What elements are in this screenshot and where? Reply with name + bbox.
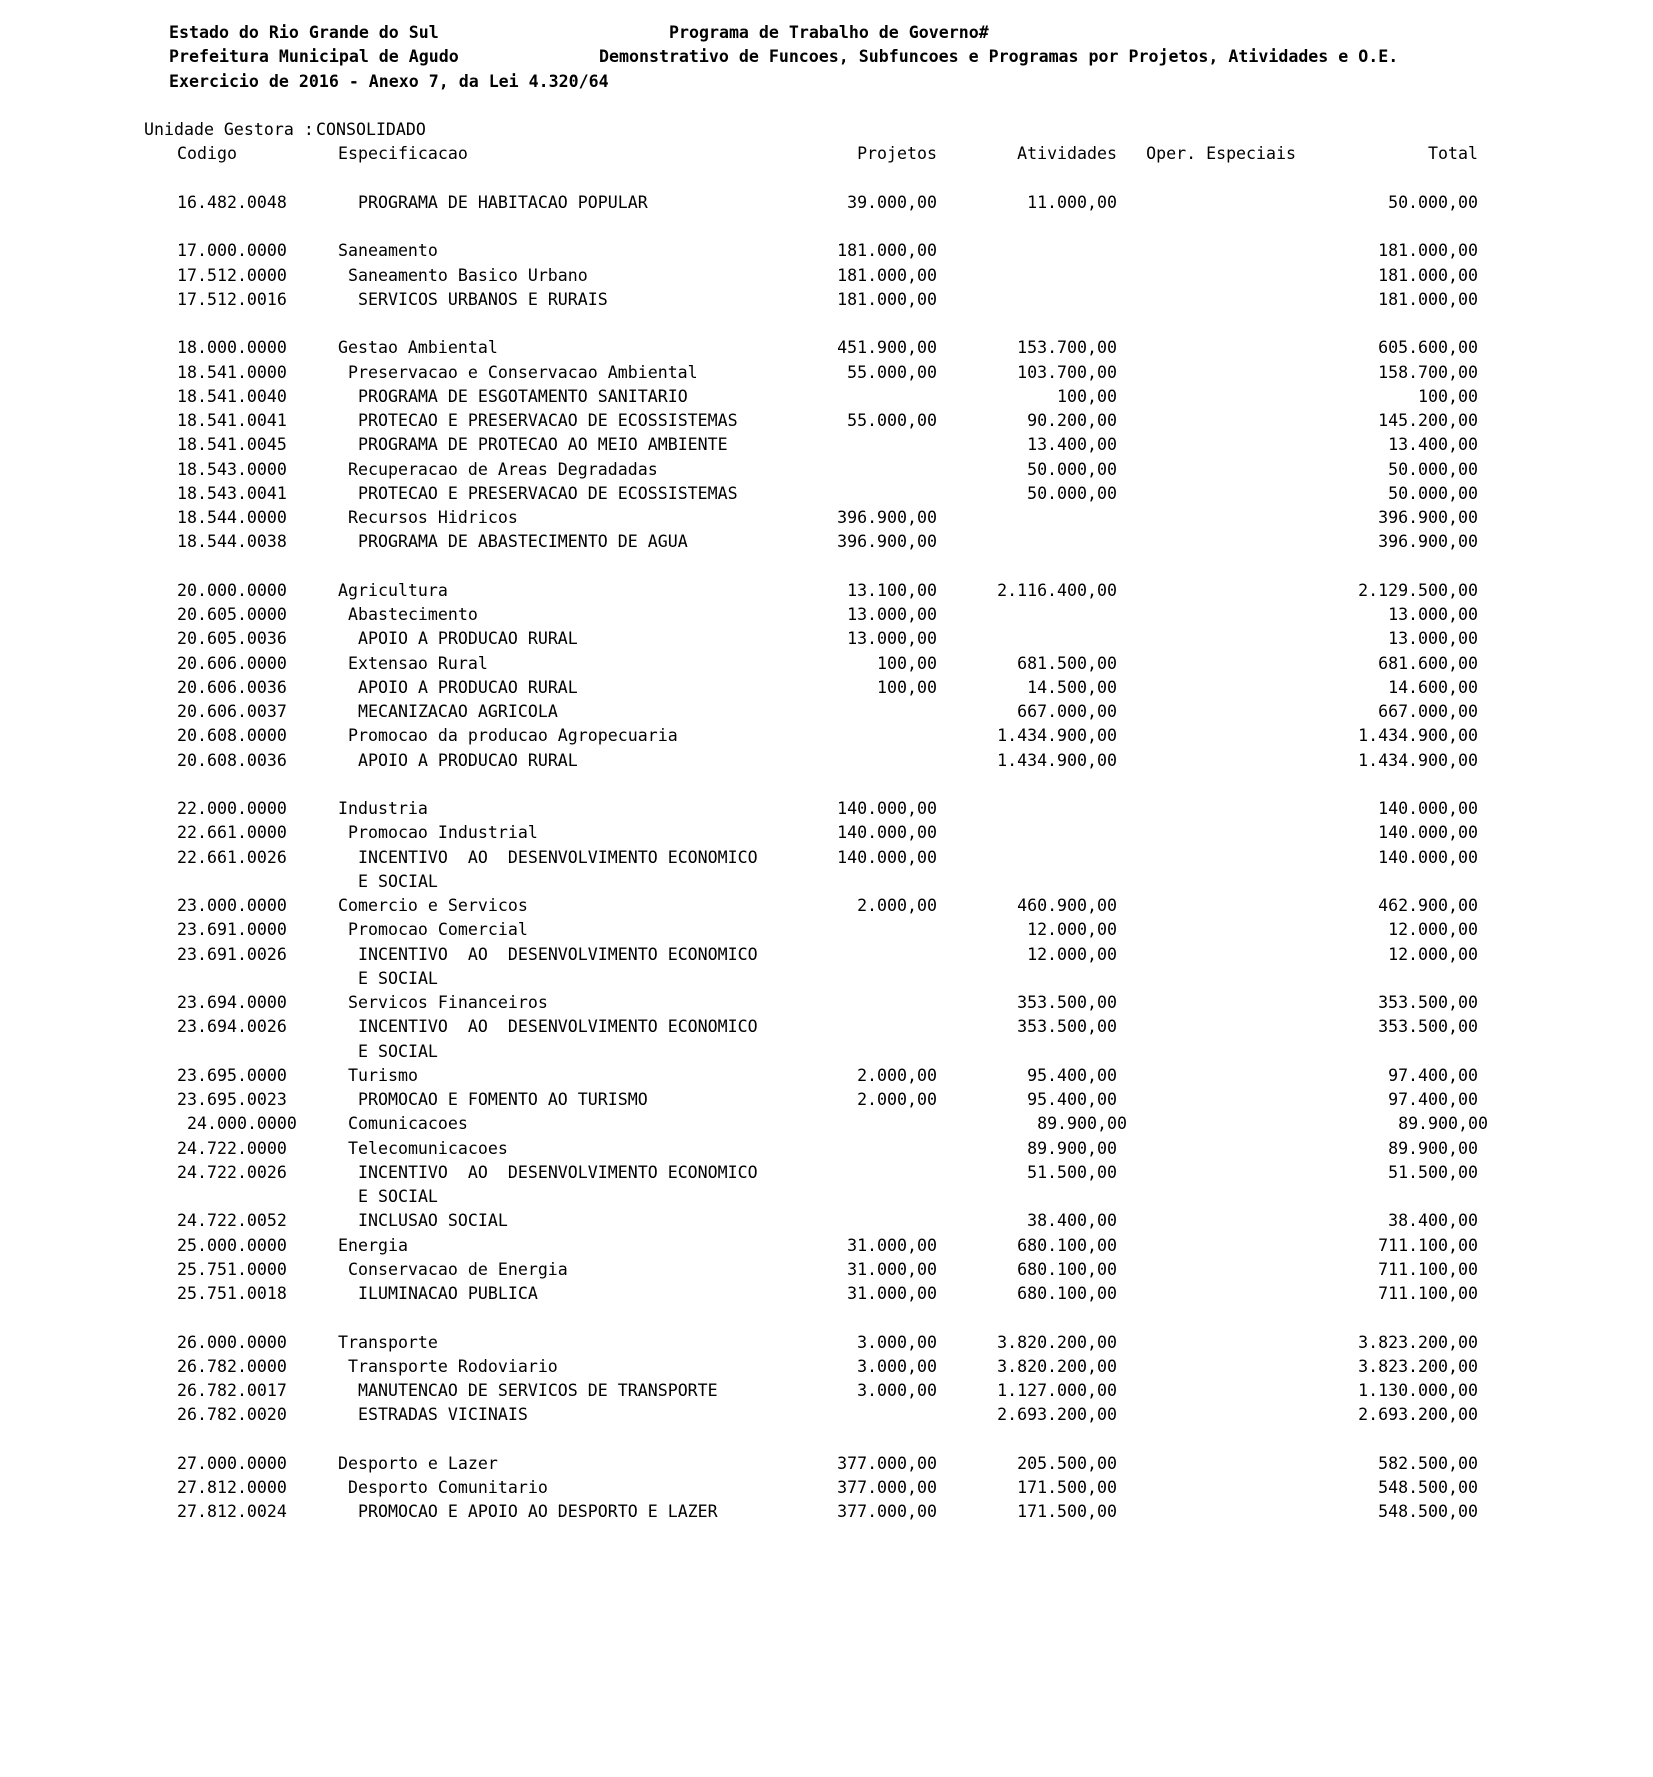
codigo-cell: 20.000.0000 bbox=[177, 580, 287, 600]
table-row bbox=[0, 1209, 1653, 1233]
atividades-cell: 90.200,00 bbox=[1027, 411, 1117, 430]
atividades-cell: 171.500,00 bbox=[1017, 1478, 1117, 1497]
atividades-cell: 95.400,00 bbox=[1027, 1090, 1117, 1109]
total-cell: 1.130.000,00 bbox=[1358, 1381, 1478, 1400]
spacer-line bbox=[0, 1306, 1653, 1330]
projetos-cell: 3.000,00 bbox=[857, 1332, 937, 1352]
especificacao-cell: APOIO A PRODUCAO RURAL bbox=[358, 629, 578, 649]
total-cell: 140.000,00 bbox=[1378, 799, 1478, 818]
total-cell: 12.000,00 bbox=[1388, 944, 1478, 964]
codigo-cell: 17.512.0000 bbox=[177, 265, 287, 285]
codigo-cell: 23.000.0000 bbox=[177, 896, 287, 915]
codigo-cell: 18.541.0000 bbox=[177, 362, 287, 382]
report-subtitle: Demonstrativo de Funcoes, Subfuncoes e Programas por Projetos, Atividades e O.E. bbox=[599, 47, 1399, 67]
table-row bbox=[0, 821, 1653, 845]
codigo-cell: 16.482.0048 bbox=[177, 192, 287, 212]
table-row bbox=[0, 361, 1653, 385]
atividades-cell: 3.820.200,00 bbox=[997, 1332, 1117, 1352]
total-cell: 353.500,00 bbox=[1378, 993, 1478, 1012]
total-cell: 1.434.900,00 bbox=[1358, 750, 1478, 770]
especificacao-cell: Transporte bbox=[338, 1332, 438, 1352]
codigo-cell: 23.695.0000 bbox=[177, 1065, 287, 1085]
especificacao-cell: Promocao Industrial bbox=[348, 823, 538, 843]
projetos-cell: 396.900,00 bbox=[837, 508, 937, 527]
report-rows bbox=[0, 191, 1653, 1525]
spacer-line bbox=[0, 555, 1653, 579]
projetos-cell: 39.000,00 bbox=[847, 192, 937, 212]
atividades-cell: 50.000,00 bbox=[1027, 459, 1117, 479]
projetos-cell: 2.000,00 bbox=[857, 896, 937, 915]
especificacao-cell: Comunicacoes bbox=[348, 1114, 468, 1134]
projetos-cell: 31.000,00 bbox=[847, 1284, 937, 1303]
especificacao-cell: MECANIZACAO AGRICOLA bbox=[358, 702, 558, 721]
spacer-line bbox=[0, 215, 1653, 239]
table-row bbox=[0, 943, 1653, 967]
projetos-cell: 31.000,00 bbox=[847, 1235, 937, 1255]
table-row bbox=[0, 191, 1653, 215]
codigo-cell: 20.606.0036 bbox=[177, 677, 287, 697]
total-cell: 140.000,00 bbox=[1378, 847, 1478, 867]
projetos-cell: 13.000,00 bbox=[847, 629, 937, 649]
atividades-cell: 89.900,00 bbox=[1037, 1114, 1127, 1134]
especificacao-cell: PROTECAO E PRESERVACAO DE ECOSSISTEMAS bbox=[358, 483, 738, 503]
atividades-cell: 89.900,00 bbox=[1027, 1138, 1117, 1158]
especificacao-cell: INCENTIVO AO DESENVOLVIMENTO ECONOMICO bbox=[358, 944, 758, 964]
total-cell: 396.900,00 bbox=[1378, 532, 1478, 552]
codigo-cell: 27.812.0024 bbox=[177, 1502, 287, 1522]
table-row bbox=[0, 1015, 1653, 1039]
atividades-cell: 1.127.000,00 bbox=[997, 1381, 1117, 1400]
especificacao-cell: Energia bbox=[338, 1235, 408, 1255]
especificacao-cell: Promocao Comercial bbox=[348, 920, 528, 940]
codigo-cell: 23.691.0026 bbox=[177, 944, 287, 964]
table-row bbox=[0, 991, 1653, 1015]
atividades-cell: 153.700,00 bbox=[1017, 338, 1117, 358]
projetos-cell: 181.000,00 bbox=[837, 289, 937, 309]
spacer-line bbox=[0, 312, 1653, 336]
table-row bbox=[0, 264, 1653, 288]
projetos-cell: 55.000,00 bbox=[847, 411, 937, 430]
spacer-line bbox=[0, 1428, 1653, 1452]
codigo-cell: 18.544.0000 bbox=[177, 508, 287, 527]
spacer-line bbox=[0, 773, 1653, 797]
atividades-cell: 1.434.900,00 bbox=[997, 750, 1117, 770]
table-row bbox=[0, 967, 1653, 991]
table-row bbox=[0, 1476, 1653, 1500]
especificacao-cell: INCENTIVO AO DESENVOLVIMENTO ECONOMICO bbox=[358, 1017, 758, 1037]
especificacao-cell: Gestao Ambiental bbox=[338, 338, 498, 358]
atividades-cell: 353.500,00 bbox=[1017, 1017, 1117, 1037]
table-row bbox=[0, 336, 1653, 360]
table-row bbox=[0, 1500, 1653, 1524]
table-row bbox=[0, 433, 1653, 457]
table-row bbox=[0, 1064, 1653, 1088]
codigo-cell: 26.000.0000 bbox=[177, 1332, 287, 1352]
total-cell: 1.434.900,00 bbox=[1358, 726, 1478, 746]
codigo-cell: 18.543.0000 bbox=[177, 459, 287, 479]
codigo-cell: 24.722.0000 bbox=[177, 1138, 287, 1158]
codigo-cell: 24.722.0026 bbox=[177, 1162, 287, 1182]
atividades-cell: 38.400,00 bbox=[1027, 1211, 1117, 1231]
projetos-cell: 181.000,00 bbox=[837, 265, 937, 285]
total-cell: 13.000,00 bbox=[1388, 605, 1478, 624]
especificacao-cell: Desporto e Lazer bbox=[338, 1453, 498, 1473]
atividades-cell: 171.500,00 bbox=[1017, 1502, 1117, 1522]
codigo-cell: 25.000.0000 bbox=[177, 1235, 287, 1255]
total-cell: 14.600,00 bbox=[1388, 677, 1478, 697]
especificacao-cell: APOIO A PRODUCAO RURAL bbox=[358, 750, 578, 770]
total-cell: 3.823.200,00 bbox=[1358, 1332, 1478, 1352]
unidade-gestora-line bbox=[0, 118, 1653, 142]
report-header-line-2 bbox=[0, 45, 1653, 69]
total-cell: 2.693.200,00 bbox=[1358, 1405, 1478, 1425]
atividades-cell: 681.500,00 bbox=[1017, 653, 1117, 673]
codigo-cell: 18.541.0040 bbox=[177, 386, 287, 406]
especificacao-cell: SERVICOS URBANOS E RURAIS bbox=[358, 289, 608, 309]
total-cell: 2.129.500,00 bbox=[1358, 580, 1478, 600]
table-row bbox=[0, 652, 1653, 676]
column-header-atividades: Atividades bbox=[1017, 144, 1117, 164]
especificacao-cell: Transporte Rodoviario bbox=[348, 1356, 558, 1376]
total-cell: 38.400,00 bbox=[1388, 1211, 1478, 1231]
atividades-cell: 1.434.900,00 bbox=[997, 726, 1117, 746]
atividades-cell: 13.400,00 bbox=[1027, 435, 1117, 455]
codigo-cell: 18.000.0000 bbox=[177, 338, 287, 358]
especificacao-cell: INCLUSAO SOCIAL bbox=[358, 1211, 508, 1231]
atividades-cell: 103.700,00 bbox=[1017, 362, 1117, 382]
especificacao-cell: MANUTENCAO DE SERVICOS DE TRANSPORTE bbox=[358, 1381, 718, 1400]
exercise-year: Exercicio de 2016 - Anexo 7, da Lei 4.320/64 bbox=[169, 71, 609, 91]
especificacao-cell: Extensao Rural bbox=[348, 653, 488, 673]
projetos-cell: 2.000,00 bbox=[857, 1065, 937, 1085]
codigo-cell: 20.608.0000 bbox=[177, 726, 287, 746]
total-cell: 140.000,00 bbox=[1378, 823, 1478, 843]
table-row bbox=[0, 846, 1653, 870]
total-cell: 50.000,00 bbox=[1388, 483, 1478, 503]
total-cell: 97.400,00 bbox=[1388, 1090, 1478, 1109]
projetos-cell: 181.000,00 bbox=[837, 241, 937, 261]
projetos-cell: 13.000,00 bbox=[847, 605, 937, 624]
projetos-cell: 451.900,00 bbox=[837, 338, 937, 358]
total-cell: 681.600,00 bbox=[1378, 653, 1478, 673]
codigo-cell: 17.512.0016 bbox=[177, 289, 287, 309]
especificacao-cell: Conservacao de Energia bbox=[348, 1259, 568, 1279]
codigo-cell: 18.541.0045 bbox=[177, 435, 287, 455]
codigo-cell: 17.000.0000 bbox=[177, 241, 287, 261]
codigo-cell: 24.722.0052 bbox=[177, 1211, 287, 1231]
especificacao-cell: Preservacao e Conservacao Ambiental bbox=[348, 362, 698, 382]
especificacao-cell: INCENTIVO AO DESENVOLVIMENTO ECONOMICO bbox=[358, 847, 758, 867]
table-row bbox=[0, 1185, 1653, 1209]
codigo-cell: 20.605.0036 bbox=[177, 629, 287, 649]
codigo-cell: 25.751.0018 bbox=[177, 1284, 287, 1303]
codigo-cell: 26.782.0020 bbox=[177, 1405, 287, 1425]
especificacao-cell: Comercio e Servicos bbox=[338, 896, 528, 915]
especificacao-cell: Servicos Financeiros bbox=[348, 993, 548, 1012]
codigo-cell: 26.782.0017 bbox=[177, 1381, 287, 1400]
codigo-cell: 18.543.0041 bbox=[177, 483, 287, 503]
codigo-cell: 27.000.0000 bbox=[177, 1453, 287, 1473]
especificacao-cell: ESTRADAS VICINAIS bbox=[358, 1405, 528, 1425]
table-row bbox=[0, 482, 1653, 506]
spacer-line bbox=[0, 94, 1653, 118]
table-row bbox=[0, 603, 1653, 627]
codigo-cell: 20.606.0037 bbox=[177, 702, 287, 721]
total-cell: 667.000,00 bbox=[1378, 702, 1478, 721]
total-cell: 89.900,00 bbox=[1388, 1138, 1478, 1158]
codigo-cell: 23.694.0026 bbox=[177, 1017, 287, 1037]
table-row bbox=[0, 239, 1653, 263]
especificacao-cell: PROMOCAO E FOMENTO AO TURISMO bbox=[358, 1090, 648, 1109]
table-row bbox=[0, 1161, 1653, 1185]
especificacao-cell: ILUMINACAO PUBLICA bbox=[358, 1284, 538, 1303]
projetos-cell: 3.000,00 bbox=[857, 1356, 937, 1376]
column-header-oper-especiais: Oper. Especiais bbox=[1146, 144, 1296, 164]
projetos-cell: 396.900,00 bbox=[837, 532, 937, 552]
table-row bbox=[0, 458, 1653, 482]
especificacao-cell: PROGRAMA DE HABITACAO POPULAR bbox=[358, 192, 648, 212]
total-cell: 181.000,00 bbox=[1378, 241, 1478, 261]
projetos-cell: 2.000,00 bbox=[857, 1090, 937, 1109]
total-cell: 181.000,00 bbox=[1378, 265, 1478, 285]
projetos-cell: 3.000,00 bbox=[857, 1381, 937, 1400]
especificacao-cell: PROMOCAO E APOIO AO DESPORTO E LAZER bbox=[358, 1502, 718, 1522]
projetos-cell: 377.000,00 bbox=[837, 1478, 937, 1497]
atividades-cell: 95.400,00 bbox=[1027, 1065, 1117, 1085]
atividades-cell: 12.000,00 bbox=[1027, 944, 1117, 964]
total-cell: 353.500,00 bbox=[1378, 1017, 1478, 1037]
projetos-cell: 100,00 bbox=[877, 653, 937, 673]
especificacao-cell: PROGRAMA DE ESGOTAMENTO SANITARIO bbox=[358, 386, 688, 406]
total-cell: 13.000,00 bbox=[1388, 629, 1478, 649]
especificacao-cell: E SOCIAL bbox=[358, 968, 438, 988]
atividades-cell: 12.000,00 bbox=[1027, 920, 1117, 940]
atividades-cell: 14.500,00 bbox=[1027, 677, 1117, 697]
especificacao-cell: Abastecimento bbox=[348, 605, 478, 624]
atividades-cell: 3.820.200,00 bbox=[997, 1356, 1117, 1376]
codigo-cell: 18.541.0041 bbox=[177, 411, 287, 430]
projetos-cell: 377.000,00 bbox=[837, 1502, 937, 1522]
atividades-cell: 2.116.400,00 bbox=[997, 580, 1117, 600]
codigo-cell: 18.544.0038 bbox=[177, 532, 287, 552]
total-cell: 711.100,00 bbox=[1378, 1259, 1478, 1279]
atividades-cell: 205.500,00 bbox=[1017, 1453, 1117, 1473]
especificacao-cell: PROGRAMA DE ABASTECIMENTO DE AGUA bbox=[358, 532, 688, 552]
org-name: Estado do Rio Grande do Sul bbox=[169, 23, 439, 42]
report-header-line-3 bbox=[0, 70, 1653, 94]
table-row bbox=[0, 749, 1653, 773]
table-row bbox=[0, 918, 1653, 942]
total-cell: 145.200,00 bbox=[1378, 411, 1478, 430]
codigo-cell: 20.608.0036 bbox=[177, 750, 287, 770]
table-row bbox=[0, 1112, 1653, 1136]
table-row bbox=[0, 870, 1653, 894]
table-row bbox=[0, 1452, 1653, 1476]
atividades-cell: 100,00 bbox=[1057, 386, 1117, 406]
especificacao-cell: E SOCIAL bbox=[358, 1041, 438, 1061]
spacer-line bbox=[0, 167, 1653, 191]
projetos-cell: 13.100,00 bbox=[847, 580, 937, 600]
especificacao-cell: PROTECAO E PRESERVACAO DE ECOSSISTEMAS bbox=[358, 411, 738, 430]
total-cell: 12.000,00 bbox=[1388, 920, 1478, 940]
table-column-headers bbox=[0, 142, 1653, 166]
total-cell: 158.700,00 bbox=[1378, 362, 1478, 382]
table-row bbox=[0, 530, 1653, 554]
total-cell: 13.400,00 bbox=[1388, 435, 1478, 455]
total-cell: 97.400,00 bbox=[1388, 1065, 1478, 1085]
total-cell: 548.500,00 bbox=[1378, 1478, 1478, 1497]
table-row bbox=[0, 1379, 1653, 1403]
table-row bbox=[0, 1088, 1653, 1112]
codigo-cell: 23.691.0000 bbox=[177, 920, 287, 940]
projetos-cell: 140.000,00 bbox=[837, 799, 937, 818]
atividades-cell: 50.000,00 bbox=[1027, 483, 1117, 503]
codigo-cell: 23.694.0000 bbox=[177, 993, 287, 1012]
projetos-cell: 100,00 bbox=[877, 677, 937, 697]
atividades-cell: 2.693.200,00 bbox=[997, 1405, 1117, 1425]
especificacao-cell: PROGRAMA DE PROTECAO AO MEIO AMBIENTE bbox=[358, 435, 728, 455]
table-row bbox=[0, 676, 1653, 700]
codigo-cell: 23.695.0023 bbox=[177, 1090, 287, 1109]
especificacao-cell: Promocao da producao Agropecuaria bbox=[348, 726, 678, 746]
codigo-cell: 20.605.0000 bbox=[177, 605, 287, 624]
table-row bbox=[0, 1331, 1653, 1355]
codigo-cell: 25.751.0000 bbox=[177, 1259, 287, 1279]
especificacao-cell: Telecomunicacoes bbox=[348, 1138, 508, 1158]
total-cell: 3.823.200,00 bbox=[1358, 1356, 1478, 1376]
total-cell: 50.000,00 bbox=[1388, 459, 1478, 479]
table-row bbox=[0, 288, 1653, 312]
table-row bbox=[0, 1282, 1653, 1306]
codigo-cell: 22.000.0000 bbox=[177, 799, 287, 818]
table-row bbox=[0, 724, 1653, 748]
column-header-total: Total bbox=[1428, 144, 1478, 164]
especificacao-cell: Agricultura bbox=[338, 580, 448, 600]
codigo-cell: 22.661.0000 bbox=[177, 823, 287, 843]
unidade-gestora-value: CONSOLIDADO bbox=[316, 120, 426, 139]
table-row bbox=[0, 894, 1653, 918]
column-header-especificacao: Especificacao bbox=[338, 144, 468, 164]
total-cell: 711.100,00 bbox=[1378, 1284, 1478, 1303]
total-cell: 396.900,00 bbox=[1378, 508, 1478, 527]
total-cell: 582.500,00 bbox=[1378, 1453, 1478, 1473]
table-row bbox=[0, 1137, 1653, 1161]
table-row bbox=[0, 1355, 1653, 1379]
atividades-cell: 51.500,00 bbox=[1027, 1162, 1117, 1182]
atividades-cell: 680.100,00 bbox=[1017, 1235, 1117, 1255]
codigo-cell: 27.812.0000 bbox=[177, 1478, 287, 1497]
table-row bbox=[0, 385, 1653, 409]
atividades-cell: 667.000,00 bbox=[1017, 702, 1117, 721]
projetos-cell: 140.000,00 bbox=[837, 847, 937, 867]
total-cell: 51.500,00 bbox=[1388, 1162, 1478, 1182]
especificacao-cell: E SOCIAL bbox=[358, 1187, 438, 1206]
especificacao-cell: APOIO A PRODUCAO RURAL bbox=[358, 677, 578, 697]
especificacao-cell: INCENTIVO AO DESENVOLVIMENTO ECONOMICO bbox=[358, 1162, 758, 1182]
municipality-name: Prefeitura Municipal de Agudo bbox=[169, 47, 459, 67]
especificacao-cell: Recuperacao de Areas Degradadas bbox=[348, 459, 658, 479]
total-cell: 181.000,00 bbox=[1378, 289, 1478, 309]
codigo-cell: 24.000.0000 bbox=[187, 1114, 297, 1134]
table-row bbox=[0, 579, 1653, 603]
column-header-codigo: Codigo bbox=[177, 144, 237, 164]
codigo-cell: 26.782.0000 bbox=[177, 1356, 287, 1376]
projetos-cell: 140.000,00 bbox=[837, 823, 937, 843]
projetos-cell: 31.000,00 bbox=[847, 1259, 937, 1279]
atividades-cell: 680.100,00 bbox=[1017, 1284, 1117, 1303]
projetos-cell: 377.000,00 bbox=[837, 1453, 937, 1473]
unidade-gestora-label: Unidade Gestora : bbox=[144, 120, 314, 139]
especificacao-cell: Recursos Hidricos bbox=[348, 508, 518, 527]
table-row bbox=[0, 506, 1653, 530]
total-cell: 605.600,00 bbox=[1378, 338, 1478, 358]
especificacao-cell: Saneamento bbox=[338, 241, 438, 261]
atividades-cell: 460.900,00 bbox=[1017, 896, 1117, 915]
atividades-cell: 353.500,00 bbox=[1017, 993, 1117, 1012]
total-cell: 89.900,00 bbox=[1398, 1114, 1488, 1134]
table-row bbox=[0, 700, 1653, 724]
total-cell: 462.900,00 bbox=[1378, 896, 1478, 915]
especificacao-cell: Turismo bbox=[348, 1065, 418, 1085]
table-row bbox=[0, 1040, 1653, 1064]
table-row bbox=[0, 1234, 1653, 1258]
codigo-cell: 20.606.0000 bbox=[177, 653, 287, 673]
especificacao-cell: E SOCIAL bbox=[358, 871, 438, 891]
especificacao-cell: Industria bbox=[338, 799, 428, 818]
codigo-cell: 22.661.0026 bbox=[177, 847, 287, 867]
column-header-projetos: Projetos bbox=[857, 144, 937, 164]
total-cell: 50.000,00 bbox=[1388, 192, 1478, 212]
especificacao-cell: Saneamento Basico Urbano bbox=[348, 265, 588, 285]
table-row bbox=[0, 1258, 1653, 1282]
total-cell: 548.500,00 bbox=[1378, 1502, 1478, 1522]
atividades-cell: 680.100,00 bbox=[1017, 1259, 1117, 1279]
report-title: Programa de Trabalho de Governo# bbox=[669, 23, 989, 42]
total-cell: 100,00 bbox=[1418, 386, 1478, 406]
total-cell: 711.100,00 bbox=[1378, 1235, 1478, 1255]
table-row bbox=[0, 409, 1653, 433]
table-row bbox=[0, 797, 1653, 821]
report-header-line-1 bbox=[0, 21, 1653, 45]
table-row bbox=[0, 627, 1653, 651]
atividades-cell: 11.000,00 bbox=[1027, 192, 1117, 212]
projetos-cell: 55.000,00 bbox=[847, 362, 937, 382]
especificacao-cell: Desporto Comunitario bbox=[348, 1478, 548, 1497]
table-row bbox=[0, 1403, 1653, 1427]
